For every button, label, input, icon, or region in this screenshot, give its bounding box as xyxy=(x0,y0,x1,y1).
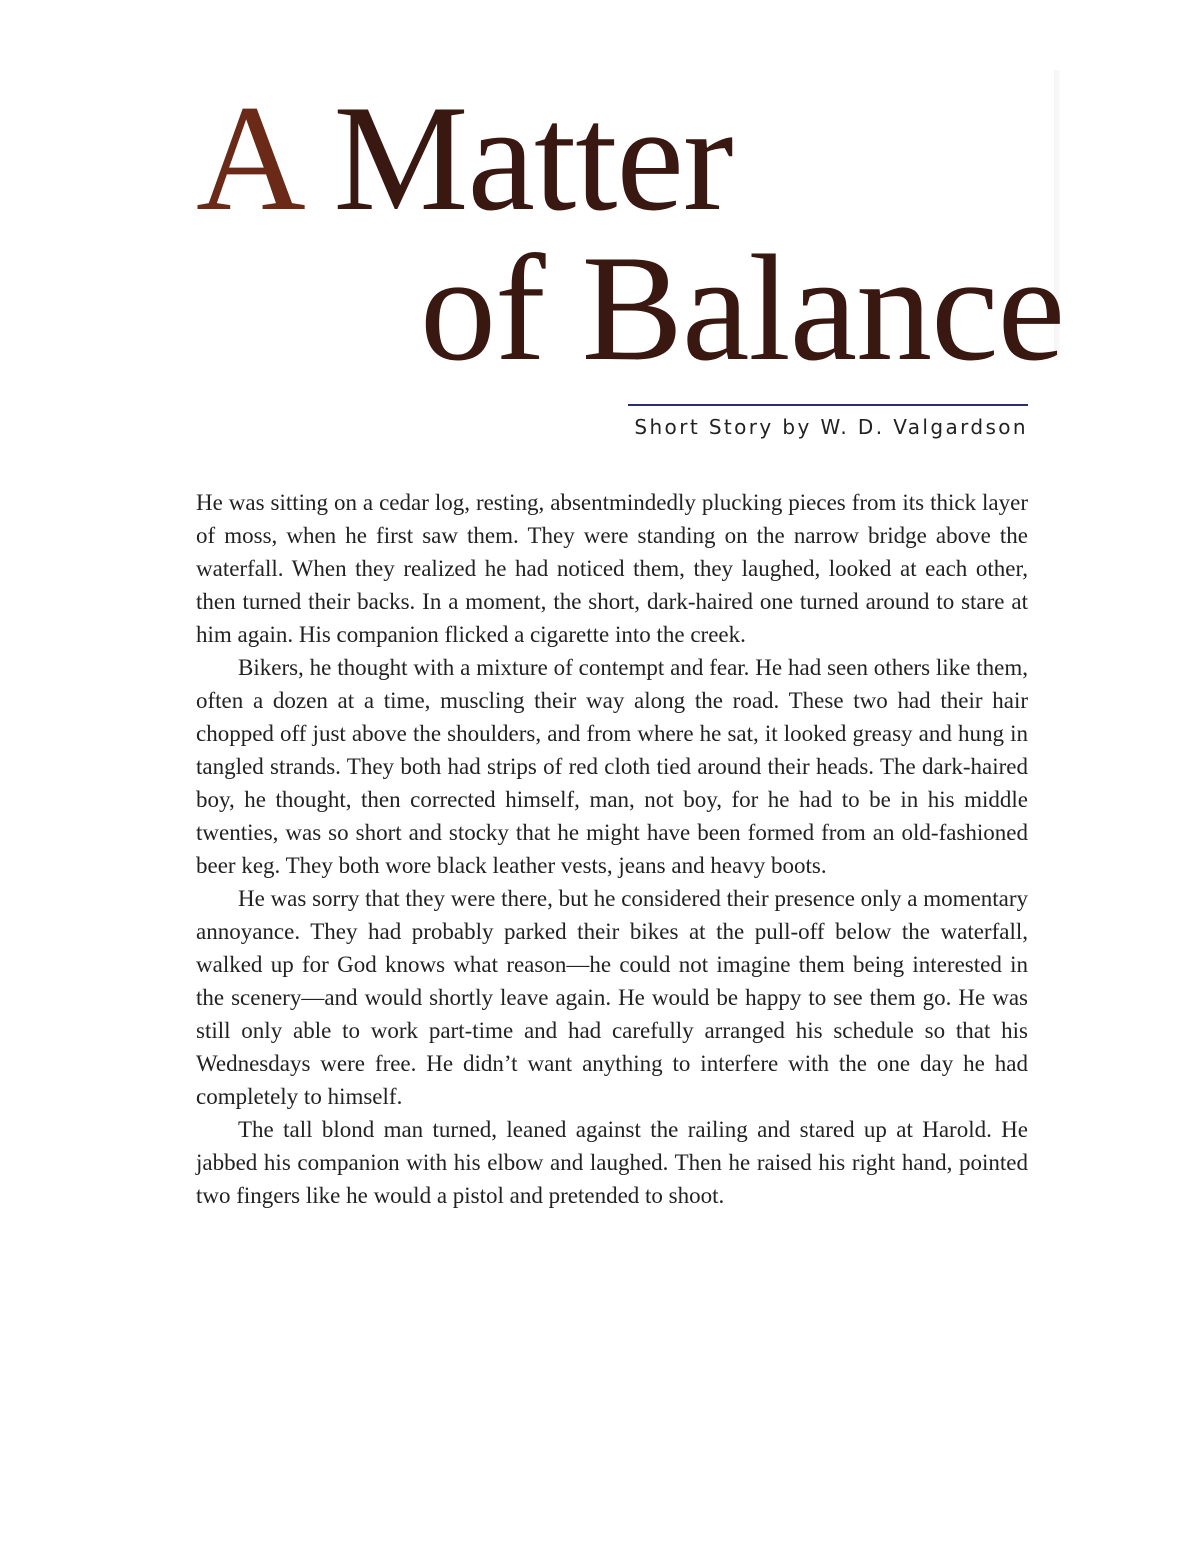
title-initial-letter: A xyxy=(196,74,297,242)
story-paragraph-1: He was sitting on a cedar log, resting, absentmindedly plucking pieces from its thick layer of moss, when he first saw them. They were standing on the narrow bridge above the waterfall. When they realized he had noticed them, they laughed, looked at each other, then turned their backs. In a moment, the short, dark-haired one turned around to stare at him again. His companion flicked a cigarette into the creek. xyxy=(196,490,1028,647)
byline: Short Story by W. D. Valgardson xyxy=(634,415,1028,439)
title-line-1-rest: Matter xyxy=(296,74,733,242)
byline-rule xyxy=(628,404,1028,406)
story-paragraph-3: He was sorry that they were there, but he considered their presence only a momentary annoyance. They had probably parked their bikes at the pull-off below the waterfall, walked up for God knows what reason—he could not imagine them being interested in the scenery—and would shortly leave again. He would be happy to see them go. He was still only able to work part-time and had carefully arranged his schedule so that his Wednesdays were free. He didn’t want anything to interfere with the one day he had completely to himself. xyxy=(196,886,1029,1109)
story-paragraph-2: Bikers, he thought with a mixture of contempt and fear. He had seen others like them, often a dozen at a time, muscling their way along the road. These two had their hair chopped off just above the shoulders, and from where he sat, it looked greasy and hung in tangled strands. They both had strips of red cloth tied around their heads. The dark-haired boy, he thought, then corrected himself, man, not boy, for he had to be in his middle twenties, was so short and stocky that he might have been formed from an old-fashioned beer keg. They both wore black leather vests, jeans and heavy boots. xyxy=(196,655,1028,878)
story-title-line-2: of Balance xyxy=(420,224,1065,392)
story-paragraph-4: The tall blond man turned, leaned against the railing and stared up at Harold. He jabbed his companion with his elbow and laughed. Then he raised his right hand, pointed two fingers like he would a pistol and pretended to shoot. xyxy=(196,1117,1028,1208)
story-body xyxy=(196,486,1028,1212)
story-title-line-1 xyxy=(196,74,733,242)
